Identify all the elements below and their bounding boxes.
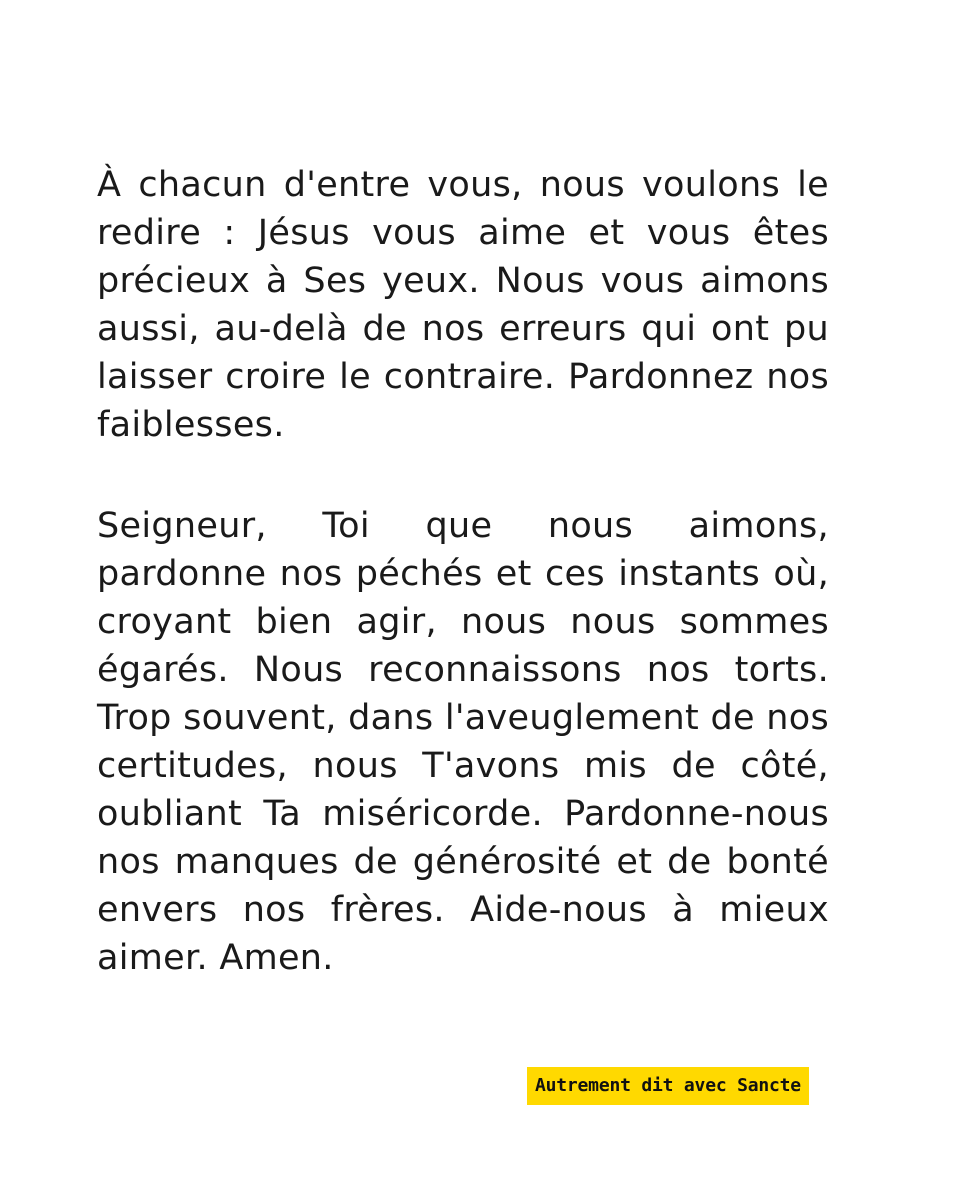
signature-label: Autrement dit avec Sancte xyxy=(527,1067,809,1105)
paragraph-intro: À chacun d'entre vous, nous voulons le redire : Jésus vous aime et vous êtes précieux à Ses yeux. Nous vous aimons aussi, au-delà de nos erreurs qui ont pu laisser croire le contraire. Pardonnez nos faiblesses. xyxy=(97,165,829,445)
paragraph-prayer: Seigneur, Toi que nous aimons, pardonne nos péchés et ces instants où, croyant bien agir, nous nous sommes égarés. Nous reconnaissons nos torts. Trop souvent, dans l'aveuglement de nos certitudes, nous T'avons mis de côté, oubliant Ta miséricorde. Pardonne-nous nos manques de générosité et de bonté envers nos frères. Aide-nous à mieux aimer. Amen. xyxy=(97,506,829,978)
